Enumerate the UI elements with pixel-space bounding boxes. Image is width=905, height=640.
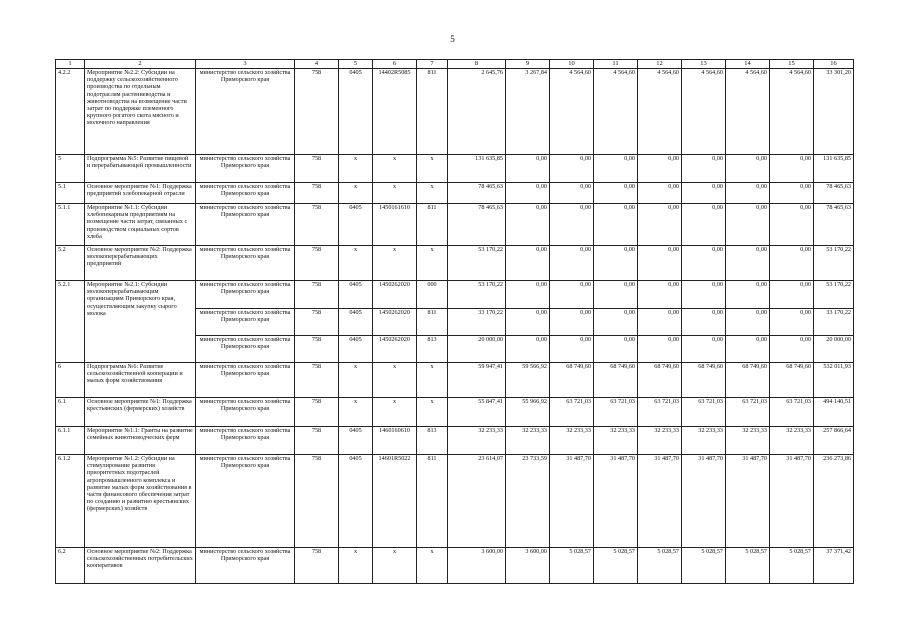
row-value: 55 966,92 — [506, 398, 550, 427]
row-value: 3 600,00 — [506, 548, 550, 584]
row-value: 0,00 — [594, 336, 638, 363]
row-value: 0,00 — [726, 155, 770, 183]
row-rzpr: x — [339, 398, 373, 427]
row-value: 0,00 — [506, 183, 550, 204]
row-value: 53 170,22 — [814, 281, 854, 309]
row-value: 31 487,70 — [770, 455, 814, 548]
row-value: 0,00 — [770, 155, 814, 183]
row-name: Мероприятие №1.1: Гранты на развитие семейных животноводческих ферм — [85, 427, 196, 455]
row-code: 6.1 — [56, 398, 85, 427]
row-value: 63 721,03 — [726, 398, 770, 427]
row-value: 257 866,64 — [814, 427, 854, 455]
row-value: 0,00 — [506, 281, 550, 309]
row-value: 31 487,70 — [594, 455, 638, 548]
row-value: 0,00 — [770, 309, 814, 336]
row-value: 0,00 — [506, 309, 550, 336]
row-code: 4.2.2 — [56, 69, 85, 155]
row-rzpr: x — [339, 155, 373, 183]
row-grbs: 758 — [295, 336, 339, 363]
row-value: 3 600,00 — [448, 548, 506, 584]
row-rzpr: x — [339, 183, 373, 204]
row-csr: 1460160610 — [373, 427, 417, 455]
row-value: 5 028,57 — [682, 548, 726, 584]
row-value: 68 749,60 — [726, 363, 770, 398]
table-row — [56, 69, 854, 155]
row-value: 68 749,60 — [594, 363, 638, 398]
row-value: 20 000,00 — [814, 336, 854, 363]
row-csr: 14402R5085 — [373, 69, 417, 155]
row-name: Основное мероприятие №2: Поддержка сельскохозяйственных потребительских кооперативов — [85, 548, 196, 584]
row-value: 0,00 — [594, 309, 638, 336]
row-value: 5 028,57 — [638, 548, 682, 584]
row-grbs: 758 — [295, 363, 339, 398]
row-rzpr: 0405 — [339, 455, 373, 548]
row-value: 131 635,85 — [814, 155, 854, 183]
row-value: 0,00 — [770, 281, 814, 309]
row-name: Мероприятие №1.2: Субсидии на стимулирование развития приоритетных подотраслей агропромышленного комплекса и развитие малых форм хозяйствования в части финансового обеспечения затрат по созданию и развитию крестьянских (фермерских) хозяйств — [85, 455, 196, 548]
row-value: 68 749,60 — [770, 363, 814, 398]
row-value: 63 721,03 — [682, 398, 726, 427]
row-value: 0,00 — [594, 246, 638, 281]
row-value: 0,00 — [726, 336, 770, 363]
row-vr: 000 — [417, 281, 448, 309]
row-grbs: 758 — [295, 281, 339, 309]
row-value: 0,00 — [638, 309, 682, 336]
row-csr: 1450262020 — [373, 309, 417, 336]
row-grbs: 758 — [295, 398, 339, 427]
row-rzpr: 0405 — [339, 309, 373, 336]
row-value: 0,00 — [726, 204, 770, 246]
row-rzpr: x — [339, 246, 373, 281]
row-value: 4 564,60 — [770, 69, 814, 155]
row-value: 5 028,57 — [726, 548, 770, 584]
row-value: 31 487,70 — [682, 455, 726, 548]
table-row — [56, 281, 854, 309]
column-number: 12 — [638, 60, 682, 69]
row-value: 0,00 — [506, 246, 550, 281]
row-value: 32 233,33 — [448, 427, 506, 455]
row-value: 59 566,92 — [506, 363, 550, 398]
row-code: 5.1 — [56, 183, 85, 204]
row-vr: 813 — [417, 427, 448, 455]
column-number: 1 — [56, 60, 85, 69]
row-value: 32 233,33 — [770, 427, 814, 455]
row-csr: 14601R5022 — [373, 455, 417, 548]
row-code: 5.2 — [56, 246, 85, 281]
row-value: 3 267,84 — [506, 69, 550, 155]
row-value: 78 465,63 — [814, 204, 854, 246]
row-grbs: 758 — [295, 246, 339, 281]
row-value: 4 564,60 — [594, 69, 638, 155]
row-value: 0,00 — [506, 155, 550, 183]
row-csr: x — [373, 183, 417, 204]
row-csr: x — [373, 363, 417, 398]
row-value: 0,00 — [550, 336, 594, 363]
row-value: 5 028,57 — [550, 548, 594, 584]
row-grbs: 758 — [295, 69, 339, 155]
row-vr: x — [417, 183, 448, 204]
row-vr: x — [417, 155, 448, 183]
row-grbs: 758 — [295, 455, 339, 548]
row-value: 0,00 — [726, 246, 770, 281]
row-value: 0,00 — [770, 204, 814, 246]
row-value: 4 564,60 — [726, 69, 770, 155]
row-value: 0,00 — [550, 204, 594, 246]
row-code: 6.2 — [56, 548, 85, 584]
row-value: 23 733,59 — [506, 455, 550, 548]
row-value: 2 645,76 — [448, 69, 506, 155]
row-csr: 1450262020 — [373, 336, 417, 363]
row-value: 0,00 — [682, 281, 726, 309]
row-value: 0,00 — [770, 246, 814, 281]
column-number: 2 — [85, 60, 196, 69]
row-value: 32 233,33 — [550, 427, 594, 455]
row-value: 78 465,63 — [448, 183, 506, 204]
row-grbs: 758 — [295, 548, 339, 584]
row-executor: министерство сельского хозяйства Приморского края — [196, 455, 295, 548]
row-executor: министерство сельского хозяйства Приморского края — [196, 155, 295, 183]
row-value: 0,00 — [682, 155, 726, 183]
table-row — [56, 155, 854, 183]
column-number: 14 — [726, 60, 770, 69]
row-value: 0,00 — [594, 155, 638, 183]
row-vr: x — [417, 246, 448, 281]
row-executor: министерство сельского хозяйства Приморского края — [196, 281, 295, 309]
row-vr: x — [417, 363, 448, 398]
row-value: 63 721,03 — [770, 398, 814, 427]
row-value: 32 233,33 — [638, 427, 682, 455]
row-value: 68 749,60 — [682, 363, 726, 398]
row-value: 5 028,57 — [594, 548, 638, 584]
row-name: Подпрограмма №5: Развитие пищевой и перерабатывающей промышленности — [85, 155, 196, 183]
row-name: Основное мероприятие №1: Поддержка крестьянских (фермерских) хозяйств — [85, 398, 196, 427]
row-value: 4 564,60 — [682, 69, 726, 155]
row-csr: 1450262020 — [373, 281, 417, 309]
row-vr: x — [417, 398, 448, 427]
row-value: 78 465,63 — [448, 204, 506, 246]
row-value: 0,00 — [682, 246, 726, 281]
row-value: 32 233,33 — [726, 427, 770, 455]
row-grbs: 758 — [295, 183, 339, 204]
table-row — [56, 455, 854, 548]
row-value: 78 465,63 — [814, 183, 854, 204]
table-row — [56, 398, 854, 427]
table-row — [56, 246, 854, 281]
row-executor: министерство сельского хозяйства Приморского края — [196, 363, 295, 398]
row-csr: x — [373, 398, 417, 427]
row-value: 0,00 — [594, 204, 638, 246]
row-value: 4 564,60 — [638, 69, 682, 155]
row-value: 0,00 — [506, 204, 550, 246]
row-value: 0,00 — [550, 309, 594, 336]
row-value: 236 273,86 — [814, 455, 854, 548]
row-value: 31 487,70 — [726, 455, 770, 548]
row-name: Подпрограмма №6: Развитие сельскохозяйственной кооперации и малых форм хозяйствования — [85, 363, 196, 398]
row-vr: 811 — [417, 204, 448, 246]
column-number: 5 — [339, 60, 373, 69]
row-code: 5.2.1 — [56, 281, 85, 363]
row-rzpr: 0405 — [339, 336, 373, 363]
row-rzpr: 0405 — [339, 69, 373, 155]
row-code: 6 — [56, 363, 85, 398]
row-name: Мероприятие №1.1: Субсидии хлебопекарным предприятиям на возмещение части затрат, связанных с производством социальных сортов хлеба — [85, 204, 196, 246]
row-grbs: 758 — [295, 155, 339, 183]
row-value: 0,00 — [550, 155, 594, 183]
row-executor: министерство сельского хозяйства Приморского края — [196, 183, 295, 204]
row-value: 0,00 — [638, 281, 682, 309]
table-row — [56, 204, 854, 246]
row-value: 23 614,07 — [448, 455, 506, 548]
column-number: 9 — [506, 60, 550, 69]
row-code: 5.1.1 — [56, 204, 85, 246]
column-number: 6 — [373, 60, 417, 69]
row-value: 0,00 — [550, 183, 594, 204]
row-rzpr: x — [339, 548, 373, 584]
row-rzpr: 0405 — [339, 281, 373, 309]
table-row — [56, 548, 854, 584]
row-value: 0,00 — [638, 155, 682, 183]
table-row — [56, 183, 854, 204]
row-value: 59 947,41 — [448, 363, 506, 398]
row-grbs: 758 — [295, 309, 339, 336]
row-grbs: 758 — [295, 204, 339, 246]
row-csr: x — [373, 548, 417, 584]
row-value: 31 487,70 — [638, 455, 682, 548]
row-vr: x — [417, 548, 448, 584]
row-value: 532 011,93 — [814, 363, 854, 398]
row-rzpr: 0405 — [339, 427, 373, 455]
row-value: 0,00 — [638, 204, 682, 246]
row-value: 0,00 — [682, 183, 726, 204]
row-value: 20 000,00 — [448, 336, 506, 363]
row-value: 0,00 — [638, 336, 682, 363]
row-csr: 1450161610 — [373, 204, 417, 246]
row-csr: x — [373, 246, 417, 281]
row-value: 0,00 — [682, 309, 726, 336]
row-executor: министерство сельского хозяйства Приморского края — [196, 309, 295, 336]
row-csr: x — [373, 155, 417, 183]
row-value: 0,00 — [770, 183, 814, 204]
row-name: Мероприятие №2.1: Субсидии молокоперерабатывающим организациям Приморского края, осуществляющим закупку сырого молока — [85, 281, 196, 363]
row-code: 5 — [56, 155, 85, 183]
row-value: 53 170,22 — [448, 246, 506, 281]
column-number: 8 — [448, 60, 506, 69]
row-value: 0,00 — [770, 336, 814, 363]
row-value: 0,00 — [638, 183, 682, 204]
row-value: 53 170,22 — [814, 246, 854, 281]
row-value: 494 140,51 — [814, 398, 854, 427]
row-value: 53 170,22 — [448, 281, 506, 309]
row-code: 6.1.1 — [56, 427, 85, 455]
row-value: 32 233,33 — [594, 427, 638, 455]
column-number: 11 — [594, 60, 638, 69]
row-value: 4 564,60 — [550, 69, 594, 155]
row-rzpr: 0405 — [339, 204, 373, 246]
row-value: 63 721,03 — [594, 398, 638, 427]
row-value: 63 721,03 — [550, 398, 594, 427]
header-row — [56, 60, 854, 69]
row-value: 0,00 — [682, 204, 726, 246]
row-executor: министерство сельского хозяйства Приморского края — [196, 398, 295, 427]
column-number: 4 — [295, 60, 339, 69]
page-number: 5 — [450, 34, 455, 44]
row-value: 0,00 — [550, 281, 594, 309]
row-grbs: 758 — [295, 427, 339, 455]
row-executor: министерство сельского хозяйства Приморского края — [196, 427, 295, 455]
row-value: 0,00 — [506, 336, 550, 363]
column-number: 7 — [417, 60, 448, 69]
row-value: 37 371,42 — [814, 548, 854, 584]
row-value: 0,00 — [682, 336, 726, 363]
row-value: 131 635,85 — [448, 155, 506, 183]
column-number: 10 — [550, 60, 594, 69]
row-value: 55 847,41 — [448, 398, 506, 427]
row-rzpr: x — [339, 363, 373, 398]
row-code: 6.1.2 — [56, 455, 85, 548]
row-executor: министерство сельского хозяйства Приморского края — [196, 69, 295, 155]
row-executor: министерство сельского хозяйства Приморского края — [196, 246, 295, 281]
row-executor: министерство сельского хозяйства Приморского края — [196, 336, 295, 363]
row-value: 32 233,33 — [506, 427, 550, 455]
row-executor: министерство сельского хозяйства Приморского края — [196, 204, 295, 246]
row-vr: 811 — [417, 455, 448, 548]
table-row — [56, 363, 854, 398]
row-value: 68 749,60 — [638, 363, 682, 398]
row-executor: министерство сельского хозяйства Приморского края — [196, 548, 295, 584]
row-vr: 811 — [417, 69, 448, 155]
row-value: 33 301,20 — [814, 69, 854, 155]
row-name: Основное мероприятие №1: Поддержка предприятий хлебопекарной отрасли — [85, 183, 196, 204]
row-value: 32 233,33 — [682, 427, 726, 455]
row-name: Основное мероприятие №2: Поддержка молокоперерабатывающих предприятий — [85, 246, 196, 281]
budget-table — [55, 59, 854, 584]
row-value: 68 749,60 — [550, 363, 594, 398]
row-value: 0,00 — [726, 281, 770, 309]
row-value: 5 028,57 — [770, 548, 814, 584]
row-value: 31 487,70 — [550, 455, 594, 548]
row-vr: 813 — [417, 336, 448, 363]
row-value: 33 170,22 — [448, 309, 506, 336]
column-number: 13 — [682, 60, 726, 69]
row-value: 63 721,03 — [638, 398, 682, 427]
row-value: 0,00 — [726, 183, 770, 204]
table-row — [56, 427, 854, 455]
row-vr: 811 — [417, 309, 448, 336]
column-number: 16 — [814, 60, 854, 69]
row-value: 0,00 — [726, 309, 770, 336]
row-value: 0,00 — [594, 183, 638, 204]
row-name: Мероприятие №2.2: Субсидии на поддержку сельскохозяйственного производства по отдельным подотраслям растениеводства и животноводства на возмещение части затрат по поддержке племенного крупного рогатого скота мясного и молочного направления — [85, 69, 196, 155]
row-value: 0,00 — [594, 281, 638, 309]
column-number: 15 — [770, 60, 814, 69]
row-value: 33 170,22 — [814, 309, 854, 336]
row-value: 0,00 — [550, 246, 594, 281]
row-value: 0,00 — [638, 246, 682, 281]
column-number: 3 — [196, 60, 295, 69]
